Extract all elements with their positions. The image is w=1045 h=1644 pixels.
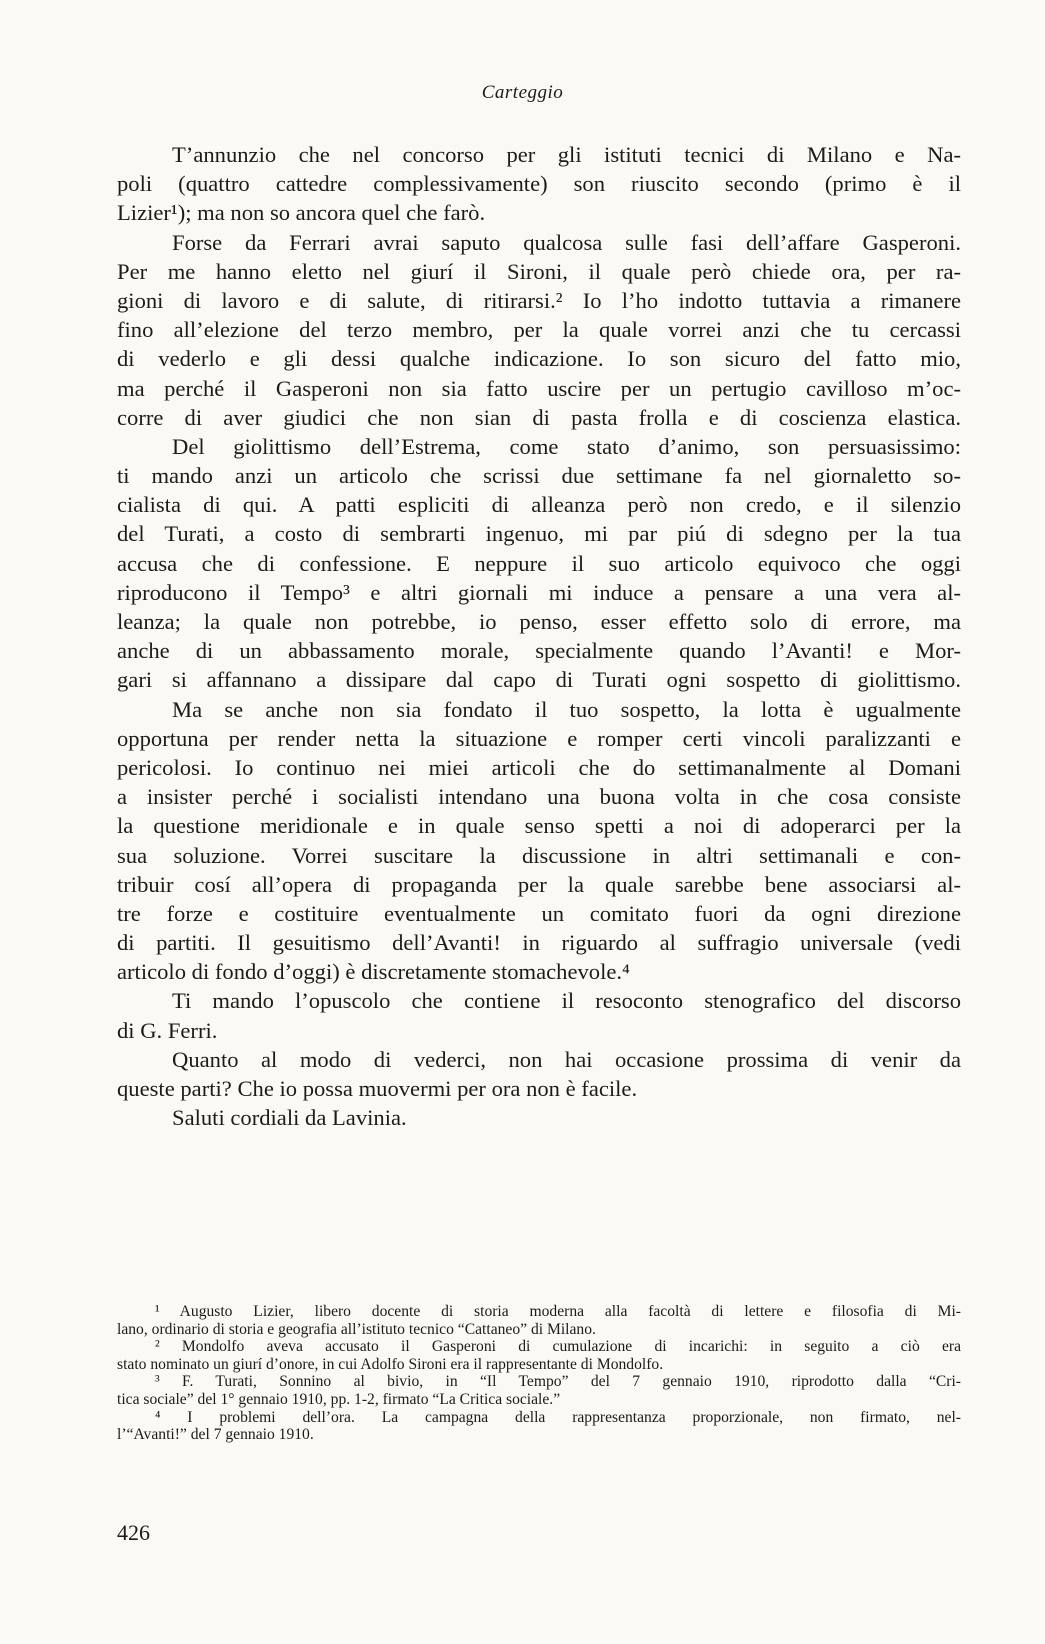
body-line: cialista di qui. A patti espliciti di alleanza però non credo, e il silenzio: [117, 492, 961, 518]
body-line: sua soluzione. Vorrei suscitare la discussione in altri settimanali e con-: [117, 842, 961, 868]
footnotes: [117, 1303, 961, 1444]
body-line: fino all’elezione del terzo membro, per la quale vorrei anzi che tu cercassi: [117, 317, 961, 343]
footnote-line: ¹ Augusto Lizier, libero docente di storia moderna alla facoltà di lettere e filosofia di Mi-: [155, 1303, 961, 1320]
body-line: Lizier¹); ma non so ancora quel che farò.: [117, 200, 486, 226]
body-line: riproducono il Tempo³ e altri giornali mi induce a pensare a una vera al-: [117, 579, 961, 605]
body-line: queste parti? Che io possa muovermi per ora non è facile.: [117, 1076, 638, 1101]
body-line: Del giolittismo dell’Estrema, come stato d’animo, son persuasissimo:: [172, 433, 961, 459]
page-number: 426: [117, 1520, 150, 1545]
body-line: a insister perché i socialisti intendano una buona volta in che cosa consiste: [117, 784, 961, 810]
body-line: ma perché il Gasperoni non sia fatto uscire per un pertugio cavilloso m’oc-: [117, 375, 961, 401]
body-line: accusa che di confessione. E neppure il suo articolo equivoco che oggi: [117, 550, 961, 576]
body-line: poli (quattro cattedre complessivamente) son riuscito secondo (primo è il: [117, 171, 961, 197]
body-line: gioni di lavoro e di salute, di ritirarsi.² Io l’ho indotto tuttavia a rimanere: [117, 287, 961, 313]
body-line: la questione meridionale e in quale senso spetti a noi di adoperarci per la: [117, 813, 961, 839]
body-line: tre forze e costituire eventualmente un comitato fuori da ogni direzione: [117, 900, 961, 926]
footnote-line: ⁴ I problemi dell’ora. La campagna della rappresentanza proporzionale, non firmato, nel-: [155, 1408, 961, 1426]
body-line: Per me hanno eletto nel giurí il Sironi, il quale però chiede ora, per ra-: [117, 258, 961, 284]
body-line: Forse da Ferrari avrai saputo qualcosa sulle fasi dell’affare Gasperoni.: [172, 229, 961, 255]
body-line: di vederlo e gli dessi qualche indicazione. Io son sicuro del fatto mio,: [117, 346, 961, 372]
body-line: Ti mando l’opuscolo che contiene il resoconto stenografico del discorso: [172, 988, 961, 1014]
body-line: articolo di fondo d’oggi) è discretamente stomachevole.⁴: [117, 959, 630, 985]
body-line: Saluti cordiali da Lavinia.: [172, 1105, 407, 1131]
running-head: Carteggio: [481, 82, 564, 103]
body-line: tribuir cosí all’opera di propaganda per la quale sarebbe bene associarsi al-: [117, 871, 961, 897]
body-line: corre di aver giudici che non sian di pasta frolla e di coscienza elastica.: [117, 404, 961, 430]
body-line: anche di un abbassamento morale, specialmente quando l’Avanti! e Mor-: [117, 638, 961, 664]
footnote-line: stato nominato un giurí d’onore, in cui Adolfo Sironi era il rappresentante di Mondolfo.: [117, 1355, 664, 1373]
footnote-line: ² Mondolfo aveva accusato il Gasperoni di cumulazione di incarichi: in seguito a ciò era: [155, 1338, 961, 1356]
body-line: Quanto al modo di vederci, non hai occasione prossima di venir da: [172, 1046, 961, 1072]
letter-body: [117, 140, 961, 1132]
body-line: gari si affannano a dissipare dal capo di Turati ogni sospetto di giolittismo.: [117, 667, 961, 693]
footnote-line: tica sociale” del 1° gennaio 1910, pp. 1-2, firmato “La Critica sociale.”: [117, 1390, 561, 1408]
footnote-line: ³ F. Turati, Sonnino al bivio, in “Il Tempo” del 7 gennaio 1910, riprodotto dalla “Cri-: [155, 1373, 961, 1391]
body-line: di partiti. Il gesuitismo dell’Avanti! in riguardo al suffragio universale (vedi: [117, 930, 961, 956]
footnote-line: lano, ordinario di storia e geografia all’istituto tecnico “Cattaneo” di Milano.: [117, 1320, 596, 1338]
body-line: leanza; la quale non potrebbe, io penso, esser effetto solo di errore, ma: [117, 609, 961, 634]
body-line: ti mando anzi un articolo che scrissi due settimane fa nel giornaletto so-: [117, 463, 961, 489]
body-line: di G. Ferri.: [117, 1017, 218, 1043]
body-line: del Turati, a costo di sembrarti ingenuo, mi par piú di sdegno per la tua: [117, 521, 961, 547]
footnote-line: l’“Avanti!” del 7 gennaio 1910.: [117, 1426, 314, 1444]
body-line: Ma se anche non sia fondato il tuo sospetto, la lotta è ugualmente: [172, 696, 961, 722]
body-line: opportuna per render netta la situazione e romper certi vincoli paralizzanti e: [117, 725, 961, 751]
body-line: T’annunzio che nel concorso per gli istituti tecnici di Milano e Na-: [172, 142, 961, 167]
body-line: pericolosi. Io continuo nei miei articoli che do settimanalmente al Domani: [117, 754, 961, 780]
